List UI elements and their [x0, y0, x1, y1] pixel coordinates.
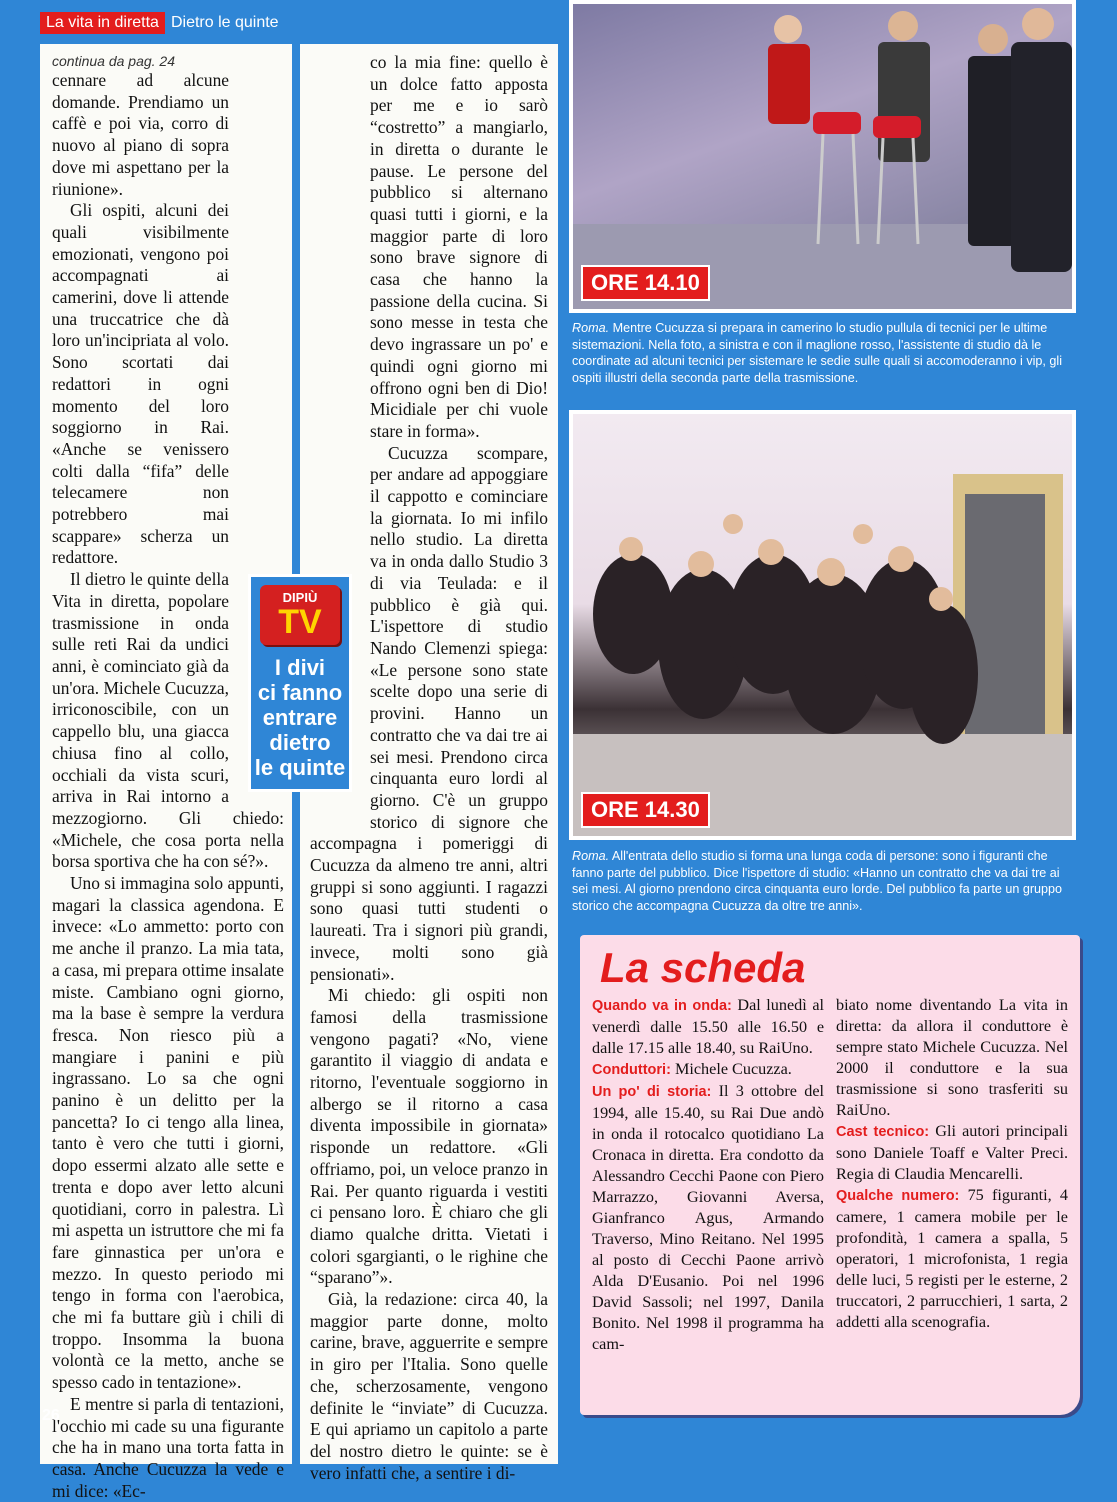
- subsection-label: Dietro le quinte: [170, 14, 279, 31]
- scheda-entry: [836, 1185, 1068, 1333]
- scheda-column-2: [836, 995, 1068, 1355]
- time-badge: ORE 14.10: [581, 265, 710, 301]
- scheda-text: Gli autori principali sono Daniele Toaff e Valter Preci. Regia di Claudia Mencarelli.: [836, 1122, 1068, 1183]
- article-paragraph: Il dietro le quinte della Vita in diretta, popolare trasmissione in onda sulle reti Rai da undici anni, è cominciato già da un'ora. Michele Cucuzza, irriconoscibile, con un cappello blu, una giacca chiusa fino al collo, occhiali da vista scuri, arriva in Rai intorno a mezzogiorno. Gli chiedo: «Michele, che cosa porta nella borsa sportiva che ha con sé?».: [52, 569, 284, 872]
- scheda-entry: [592, 995, 824, 1059]
- scheda-entry: [836, 1121, 1068, 1185]
- scheda-label: Quando va in onda:: [592, 998, 732, 1014]
- photo-audience-queue: [569, 410, 1076, 840]
- scheda-text: Dal lunedì al venerdì dalle 15.50 alle 16.50 e dalle 17.15 alle 18.40, su RaiUno.: [592, 996, 824, 1057]
- article-paragraph: Uno si immagina solo appunti, magari la classica agendona. E invece: «Lo ammetto: porto con me anche il pranzo. La mia tata, a casa, mi prepara ottime insalate miste. Cambiano ogni giorno, ma la base è sempre la verdura fresca. Non riesco più a mangiare i panini e più ingrassano. Lo sa che ogni panino è un delitto per la pancetta? Io ci tengo alla linea, tanto è vero che tutti i giorni, dopo essermi alzato alle sette e trenta e dopo aver letto alcuni quotidiani, corro in palestra. Lì mi aspetta un istruttore che mi fa fare ginnastica per un'ora e mezzo. In questo periodo mi tengo in forma con l'aerobica, che mi fa buttare giù i chili di troppo. Insomma la buona volontà ce la metto, anche se spesso cado in tentazione».: [52, 873, 284, 1393]
- scheda-entry: [592, 1059, 824, 1081]
- header-bar: [40, 12, 570, 34]
- promo-text: I divi ci fanno entrare dietro le quinte: [254, 655, 346, 780]
- article-paragraph: E mentre si parla di tentazioni, l'occhio mi cade su una figurante che ha in mano una torta fatta in casa. Anche Cucuzza la vede e mi dice: «Ec-: [52, 1393, 284, 1501]
- scheda-label: Cast tecnico:: [836, 1124, 930, 1140]
- section-label: La vita in diretta: [40, 12, 165, 34]
- dipiu-tv-logo: [260, 585, 340, 645]
- article-paragraph: co la mia fine: quello è un dolce fatto apposta per me e io sarò “costretto” a mangiarlo, in diretta o durante le pause. Le persone del pubblico si alternano quasi tutti i giorni, e la maggior parte di loro sono brave signore di casa che hanno la passione della cucina. Si sono messe in testa che devo ingrassare un po' e quindi ogni giorno mi offrono ogni ben di Dio! Micidiale per chi vuole stare in forma».: [370, 52, 548, 441]
- page-number: 26: [42, 1407, 60, 1424]
- caption-location: Roma.: [572, 321, 610, 335]
- caption-text: All'entrata dello studio si forma una lunga coda di persone: sono i figuranti che fanno parte del pubblico. Dice l'ispettore di studio: «Hanno un contratto che va dai tre ai sei mesi. Al giorno prendono circa cinquanta euro lorde. Del pubblico fa parte un gruppo storico che accompagna Cucuzza da oltre tre anni».: [572, 849, 1063, 913]
- scheda-label: Qualche numero:: [836, 1188, 960, 1204]
- caption-text: Mentre Cucuzza si prepara in camerino lo studio pullula di tecnici per le ultime sistemazioni. Nella foto, a sinistra e con il maglione rosso, l'assistente di studio dà le coordinate ad alcuni tecnici per sistemare le sedie sulle quali si accomoderanno i vip, gli ospiti illustri della seconda parte della trasmissione.: [572, 321, 1063, 385]
- scheda-column-1: [592, 995, 824, 1355]
- dipiu-tv-promo: [248, 574, 352, 792]
- scheda-entry: [836, 995, 1068, 1121]
- scheda-text: Il 3 ottobre del 1994, alle 15.40, su Rai Due andò in onda il rotocalco quotidiano La Cronaca in diretta. Era condotto da Alessandro Cecchi Paone con Piero Marrazzo, Giovanni Aversa, Gianfranco Agus, Armando Traverso, Mino Reitano. Nel 1995 al posto di Cecchi Paone arrivò Alda D'Eusanio. Poi nel 1996 David Sassoli; nel 1997, Danila Bonito. Nel 1998 il programma ha cam-: [592, 1082, 824, 1353]
- caption-location: Roma.: [572, 849, 610, 863]
- continued-from: continua da pag. 24: [52, 53, 175, 69]
- photo-studio-technicians: [569, 0, 1076, 313]
- scheda-text: Michele Cucuzza.: [670, 1060, 792, 1078]
- queue-scene-illustration: [573, 414, 1072, 836]
- article-paragraph: Mi chiedo: gli ospiti non famosi della trasmissione vengono pagati? «No, viene garantito il viaggio di andata e ritorno, l'eventuale soggiorno in albergo se il ritorno a casa diventa impossibile in giornata» risponde un redattore. «Gli offriamo, poi, un veloce pranzo in Rai. Per quanto riguarda i vestiti ci pensano loro. È chiaro che gli diamo qualche dritta. Vietati i colori sgargianti, o le righine che “sparano”».: [310, 985, 548, 1288]
- scheda-entry: [592, 1081, 824, 1355]
- article-paragraph: cennare ad alcune domande. Prendiamo un caffè e poi via, corro di nuovo al piano di sopra dove mi aspettano per la riunione».: [52, 70, 229, 199]
- photo-caption: [572, 320, 1077, 386]
- logo-top-text: DIPIÙ: [282, 590, 318, 605]
- scheda-label: Conduttori:: [592, 1062, 671, 1078]
- article-paragraph: Già, la redazione: circa 40, la maggior parte donne, molto carine, brave, agguerrite e sempre in giro per l'Italia. Sono quelle che, scherzosamente, vengono definite le “inviate” di Cucuzza. E qui apriamo un capitolo a parte del nostro dietro le quinte: se è vero infatti che, a sentire i di-: [310, 1289, 548, 1483]
- article-paragraph: Cucuzza scompare, per andare ad appoggiare il cappotto e cominciare la giornata. Io mi infilo nello studio. La diretta va in onda dallo Studio 3 di via Teulada: e il pubblico è già qui. L'ispettore di studio Nando Clemenzi spiega: «Le persone sono state scelte dopo una serie di provini. Hanno un contratto che va dai tre ai sei mesi. Prendono circa cinquanta euro lordi al giorno. C'è un gruppo storico di signore che accompagna i pomeriggi di Cucuzza da almeno tre anni, altri gruppi si sono aggiunti. I ragazzi sono quasi tutti studenti o laureati. Tra i signori più grandi, invece, molti sono già pensionati».: [310, 442, 548, 984]
- scheda-label: Un po' di storia:: [592, 1084, 712, 1100]
- photo-caption: [572, 848, 1077, 914]
- scheda-text: biato nome diventando La vita in diretta: da allora il conduttore è sempre stato Michele Cucuzza. Nel 2000 il conduttore e la sua trasmissione si sono trasferiti su RaiUno.: [836, 996, 1068, 1119]
- scheda-title: La scheda: [600, 944, 806, 991]
- info-box-scheda: [580, 935, 1080, 1415]
- article-paragraph: Gli ospiti, alcuni dei quali visibilmente emozionati, vengono poi accompagnati ai camerini, dove li attende una truccatrice che dà loro un'incipriata al volo. Sono scortati dai redattori in ogni momento del loro soggiorno in Rai. «Anche se venissero colti dalla “fifa” delle telecamere non potrebbero mai scappare» scherza un redattore.: [52, 200, 229, 568]
- logo-main-text: TV: [278, 603, 322, 641]
- studio-scene-illustration: [573, 4, 1072, 309]
- time-badge: ORE 14.30: [581, 792, 710, 828]
- scheda-text: 75 figuranti, 4 camere, 1 camera mobile per le profondità, 1 camera a spalla, 5 operatori, 1 microfonista, 1 regia delle luci, 5 registi per le esterne, 2 truccatori, 2 parrucchieri, 1 sarta, 2 addetti alla scenografia.: [836, 1186, 1068, 1331]
